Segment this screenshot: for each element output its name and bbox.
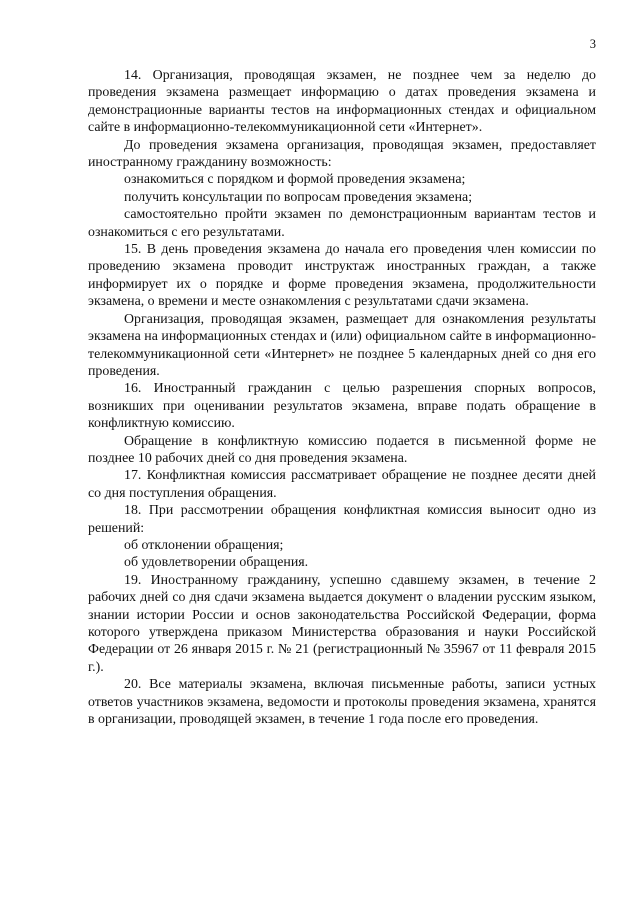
list-item-consultation: получить консультации по вопросам проведения экзамена; bbox=[124, 189, 473, 205]
list-item-reject: об отклонении обращения; bbox=[124, 537, 284, 553]
paragraph-17: 17. Конфликтная комиссия рассматривает обращение не позднее десяти дней со дня поступления обращения. bbox=[88, 468, 596, 501]
paragraph-15: 15. В день проведения экзамена до начала его проведения член комиссии по проведению экзамена проводит инструктаж иностранных граждан, а также информирует их о порядке и форме проведения экзамена, продолжительности экзамена, о времени и месте ознакомления с результатами сдачи экзамена. bbox=[88, 242, 596, 310]
paragraph-16: 16. Иностранный гражданин с целью разрешения спорных вопросов, возникших при оценивании результатов экзамена, вправе подать обращение в конфликтную комиссию. bbox=[88, 381, 596, 432]
page-number: 3 bbox=[589, 37, 596, 51]
list-item-self-test: самостоятельно пройти экзамен по демонстрационным вариантам тестов и ознакомиться с его результатами. bbox=[88, 207, 596, 240]
paragraph-20: 20. Все материалы экзамена, включая письменные работы, записи устных ответов участников экзамена, ведомости и протоколы проведения экзамена, хранятся в организации, проводящей экзамен, в течение 1 года после его проведения. bbox=[88, 677, 596, 728]
paragraph-18: 18. При рассмотрении обращения конфликтная комиссия выносит одно из решений: bbox=[88, 503, 596, 536]
paragraph-preparation-intro: До проведения экзамена организация, проводящая экзамен, предоставляет иностранному гражданину возможность: bbox=[88, 137, 596, 171]
paragraph-14: 14. Организация, проводящая экзамен, не позднее чем за неделю до проведения экзамена размещает информацию о датах проведения экзамена и демонстрационные варианты тестов на информационных стендах и официальном сайте в информационно-телекоммуникационной сети «Интернет». bbox=[88, 68, 596, 136]
paragraph-19: 19. Иностранному гражданину, успешно сдавшему экзамен, в течение 2 рабочих дней со дня сдачи экзамена выдается документ о владении русским языком, знании истории России и основ законодательства Российской Федерации, форма которого утверждена приказом Министерства образования и науки Российской Федерации от 26 января 2015 г. № 21 (регистрационный № 35967 от 11 февраля 2015 г.). bbox=[88, 572, 596, 675]
document-body bbox=[88, 67, 596, 728]
list-item-familiarize: ознакомиться с порядком и формой проведения экзамена; bbox=[124, 172, 466, 188]
paragraph-results-publication: Организация, проводящая экзамен, размещает для ознакомления результаты экзамена на информационных стендах и (или) официальном сайте в информационно-телекоммуникационной сети «Интернет» не позднее 5 календарных дней со дня его проведения. bbox=[88, 311, 596, 379]
paragraph-appeal-form: Обращение в конфликтную комиссию подается в письменной форме не позднее 10 рабочих дней со дня проведения экзамена. bbox=[88, 433, 596, 466]
list-item-satisfy: об удовлетворении обращения. bbox=[124, 555, 309, 571]
